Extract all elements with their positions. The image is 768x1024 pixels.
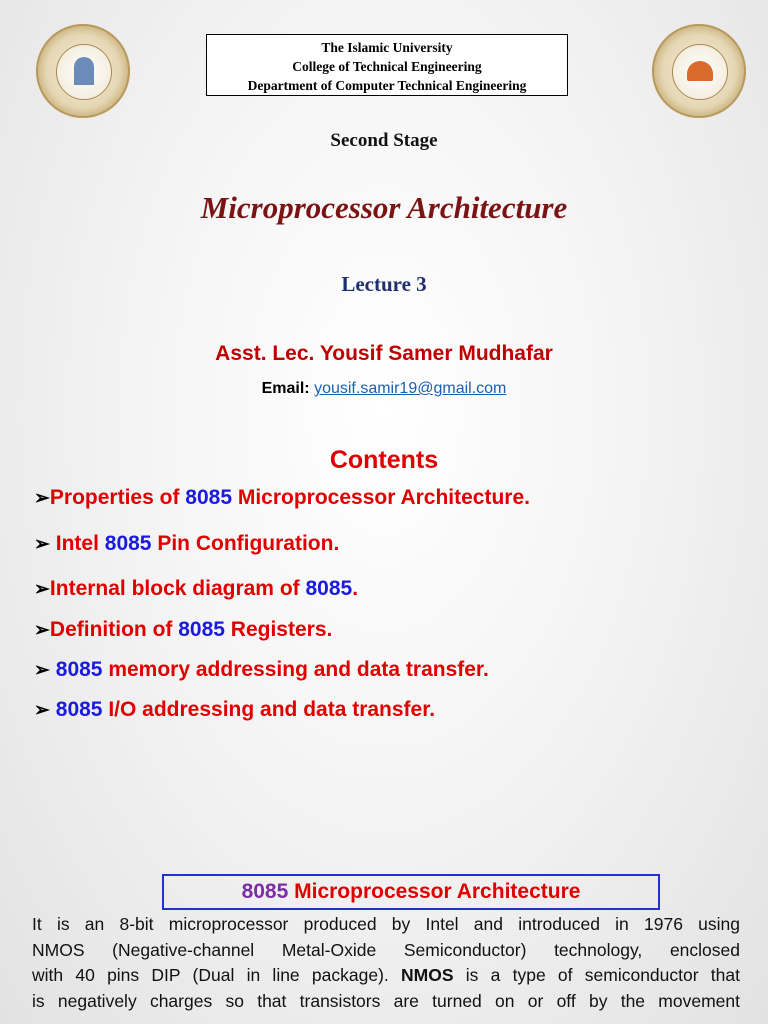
paragraph-line: NMOS (Negative-channel Metal-Oxide Semiconductor) technology, enclosed	[32, 939, 740, 960]
section-heading	[162, 874, 660, 910]
institution-header	[206, 34, 568, 96]
university-logo-left	[36, 24, 130, 118]
course-title: Microprocessor Architecture	[200, 190, 568, 225]
arrow-bullet-icon: ➢	[34, 620, 50, 641]
contents-item: ➢Internal block diagram of 8085.	[34, 577, 359, 600]
email-line	[0, 380, 768, 398]
contents-item: ➢ Intel 8085 Pin Configuration.	[34, 532, 340, 555]
body-paragraph	[32, 912, 740, 1014]
arrow-bullet-icon: ➢	[34, 660, 50, 681]
paragraph-line: It is an 8-bit microprocessor produced by Intel and introduced in 1976 using	[32, 914, 740, 934]
contents-item: ➢Definition of 8085 Registers.	[34, 618, 333, 641]
contents-item: ➢ 8085 memory addressing and data transfer.	[34, 658, 489, 681]
contents-item: ➢ 8085 I/O addressing and data transfer.	[34, 698, 436, 721]
contents-item: ➢Properties of 8085 Microprocessor Architecture.	[34, 486, 530, 509]
stage-label: Second Stage	[330, 130, 438, 151]
section-heading-title: Microprocessor Architecture	[288, 880, 581, 903]
email-label: Email:	[261, 380, 310, 397]
arrow-bullet-icon: ➢	[34, 700, 50, 721]
nmos-term: NMOS	[401, 965, 454, 985]
section-heading-number: 8085	[241, 880, 289, 903]
university-name: The Islamic University	[321, 40, 453, 55]
lecture-number: Lecture 3	[341, 272, 427, 296]
department-name: Department of Computer Technical Engineering	[247, 78, 527, 93]
arrow-bullet-icon: ➢	[34, 534, 50, 555]
arrow-bullet-icon: ➢	[34, 488, 50, 509]
arrow-bullet-icon: ➢	[34, 579, 50, 600]
college-name: College of Technical Engineering	[292, 59, 482, 74]
college-logo-right	[652, 24, 746, 118]
author-name: Asst. Lec. Yousif Samer Mudhafar	[215, 342, 553, 365]
email-link[interactable]: yousif.samir19@gmail.com	[314, 380, 507, 397]
paragraph-line: with 40 pins DIP (Dual in line package). NMOS is a type of semiconductor that	[32, 965, 740, 985]
paragraph-line: is negatively charges so that transistors are turned on or off by the movement	[32, 990, 740, 1011]
contents-heading: Contents	[329, 446, 439, 474]
